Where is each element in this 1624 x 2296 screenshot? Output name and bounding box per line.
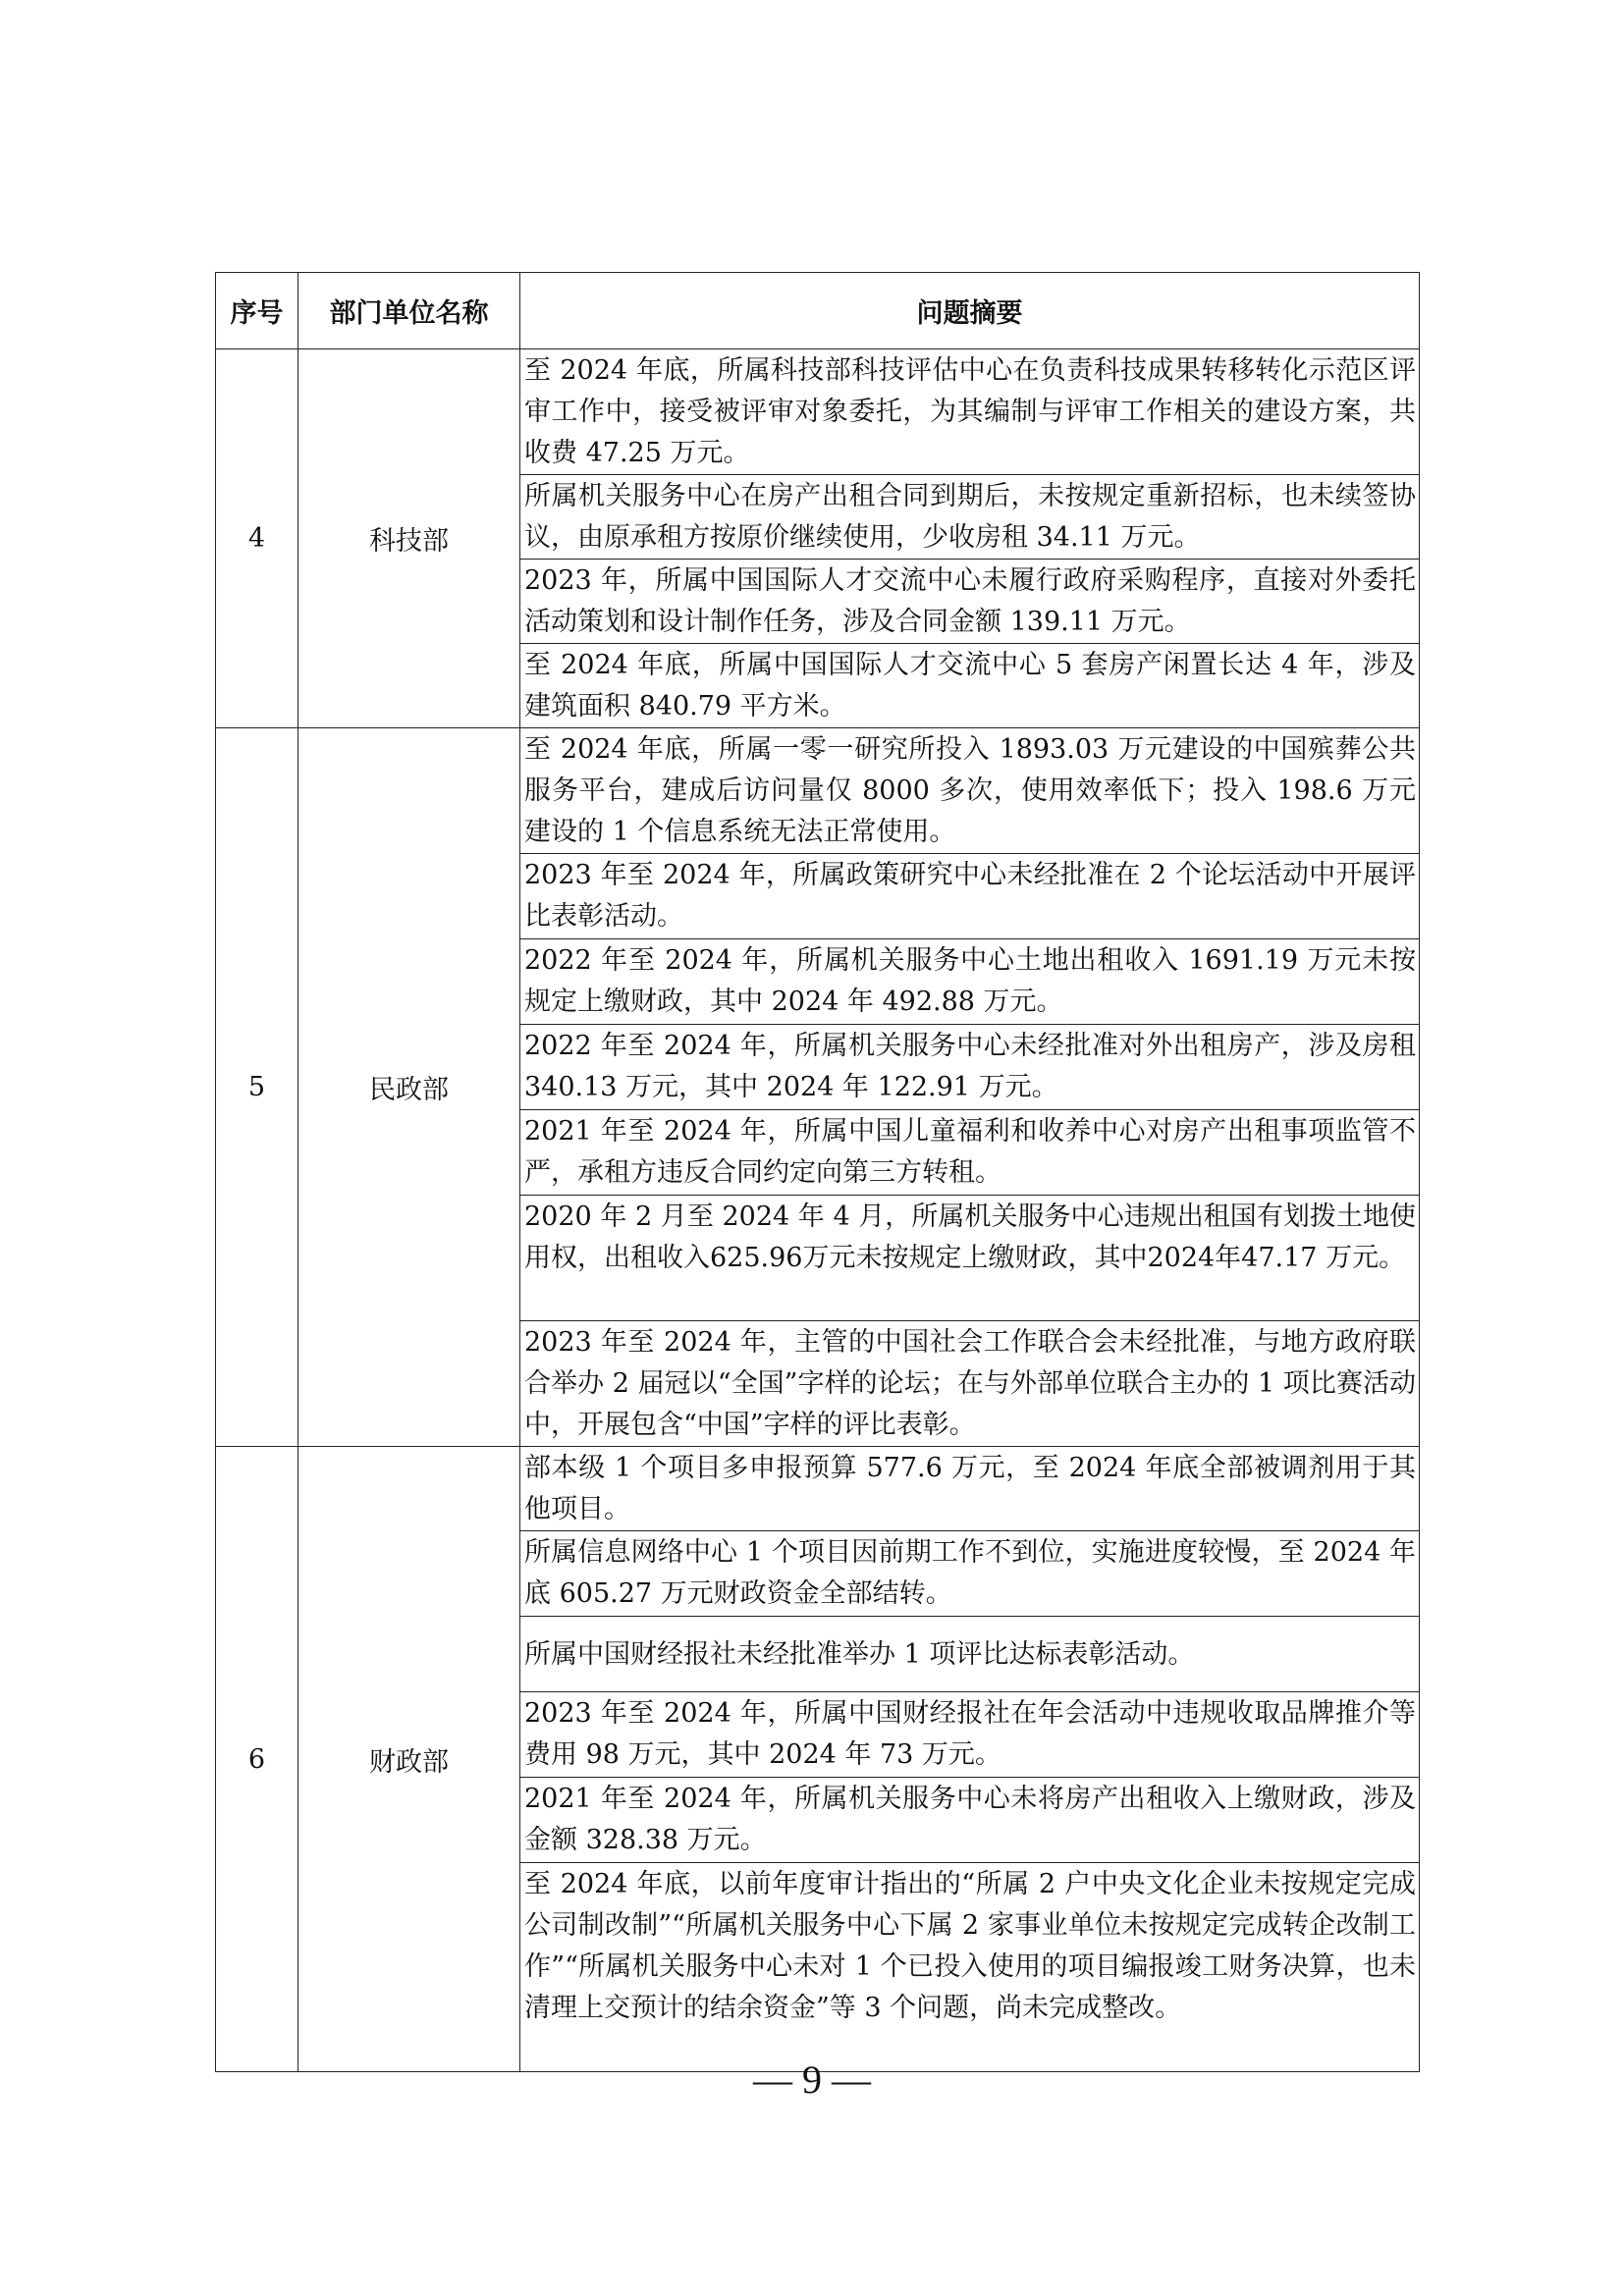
issue-cell: 至 2024 年底，所属中国国际人才交流中心 5 套房产闲置长达 4 年，涉及建筑面积 840.79 平方米。 bbox=[520, 644, 1420, 728]
issue-cell: 至 2024 年底，所属一零一研究所投入 1893.03 万元建设的中国殡葬公共服务平台，建成后访问量仅 8000 多次，使用效率低下；投入 198.6 万元建设的 1 个信息系统无法正常使用。 bbox=[520, 728, 1420, 854]
dept-cell: 民政部 bbox=[298, 728, 520, 1447]
issue-cell: 2020 年 2 月至 2024 年 4 月，所属机关服务中心违规出租国有划拨土地使用权，出租收入625.96万元未按规定上缴财政，其中2024年47.17 万元。 bbox=[520, 1196, 1420, 1321]
header-summary: 问题摘要 bbox=[520, 273, 1420, 349]
header-seq: 序号 bbox=[216, 273, 298, 349]
issue-cell: 至 2024 年底，以前年度审计指出的“所属 2 户中央文化企业未按规定完成公司制改制”“所属机关服务中心下属 2 家事业单位未按规定完成转企改制工作”“所属机关服务中心未对 1 个已投入使用的项目编报竣工财务决算，也未清理上交预计的结余资金”等 3 个问题，尚未完成整改。 bbox=[520, 1863, 1420, 2072]
audit-issues-table bbox=[215, 272, 1420, 2072]
seq-cell: 6 bbox=[216, 1447, 298, 2072]
issue-cell: 2023 年至 2024 年，所属政策研究中心未经批准在 2 个论坛活动中开展评比表彰活动。 bbox=[520, 854, 1420, 939]
issue-cell: 2022 年至 2024 年，所属机关服务中心土地出租收入 1691.19 万元未按规定上缴财政，其中 2024 年 492.88 万元。 bbox=[520, 939, 1420, 1025]
issue-cell: 所属信息网络中心 1 个项目因前期工作不到位，实施进度较慢，至 2024 年底 605.27 万元财政资金全部结转。 bbox=[520, 1531, 1420, 1617]
page-number: — 9 — bbox=[753, 2057, 871, 2102]
issue-cell: 部本级 1 个项目多申报预算 577.6 万元，至 2024 年底全部被调剂用于其他项目。 bbox=[520, 1447, 1420, 1531]
table-row bbox=[216, 1447, 1420, 1531]
table-row bbox=[216, 349, 1420, 475]
issue-cell: 所属中国财经报社未经批准举办 1 项评比达标表彰活动。 bbox=[520, 1617, 1420, 1692]
issue-cell: 至 2024 年底，所属科技部科技评估中心在负责科技成果转移转化示范区评审工作中，接受被评审对象委托，为其编制与评审工作相关的建设方案，共收费 47.25 万元。 bbox=[520, 349, 1420, 475]
header-dept: 部门单位名称 bbox=[298, 273, 520, 349]
issue-cell: 2023 年至 2024 年，所属中国财经报社在年会活动中违规收取品牌推介等费用 98 万元，其中 2024 年 73 万元。 bbox=[520, 1692, 1420, 1778]
table-header-row bbox=[216, 273, 1420, 349]
seq-cell: 5 bbox=[216, 728, 298, 1447]
issue-cell: 2021 年至 2024 年，所属中国儿童福利和收养中心对房产出租事项监管不严，承租方违反合同约定向第三方转租。 bbox=[520, 1110, 1420, 1196]
table-row bbox=[216, 728, 1420, 854]
seq-cell: 4 bbox=[216, 349, 298, 728]
issue-cell: 2023 年至 2024 年，主管的中国社会工作联合会未经批准，与地方政府联合举办 2 届冠以“全国”字样的论坛；在与外部单位联合主办的 1 项比赛活动中，开展包含“中国”字样的评比表彰。 bbox=[520, 1321, 1420, 1447]
issue-cell: 2022 年至 2024 年，所属机关服务中心未经批准对外出租房产，涉及房租 340.13 万元，其中 2024 年 122.91 万元。 bbox=[520, 1025, 1420, 1110]
issue-cell: 2023 年，所属中国国际人才交流中心未履行政府采购程序，直接对外委托活动策划和设计制作任务，涉及合同金额 139.11 万元。 bbox=[520, 560, 1420, 644]
dept-cell: 财政部 bbox=[298, 1447, 520, 2072]
issue-cell: 2021 年至 2024 年，所属机关服务中心未将房产出租收入上缴财政，涉及金额 328.38 万元。 bbox=[520, 1778, 1420, 1863]
dept-cell: 科技部 bbox=[298, 349, 520, 728]
issue-cell: 所属机关服务中心在房产出租合同到期后，未按规定重新招标，也未续签协议，由原承租方按原价继续使用，少收房租 34.11 万元。 bbox=[520, 475, 1420, 560]
